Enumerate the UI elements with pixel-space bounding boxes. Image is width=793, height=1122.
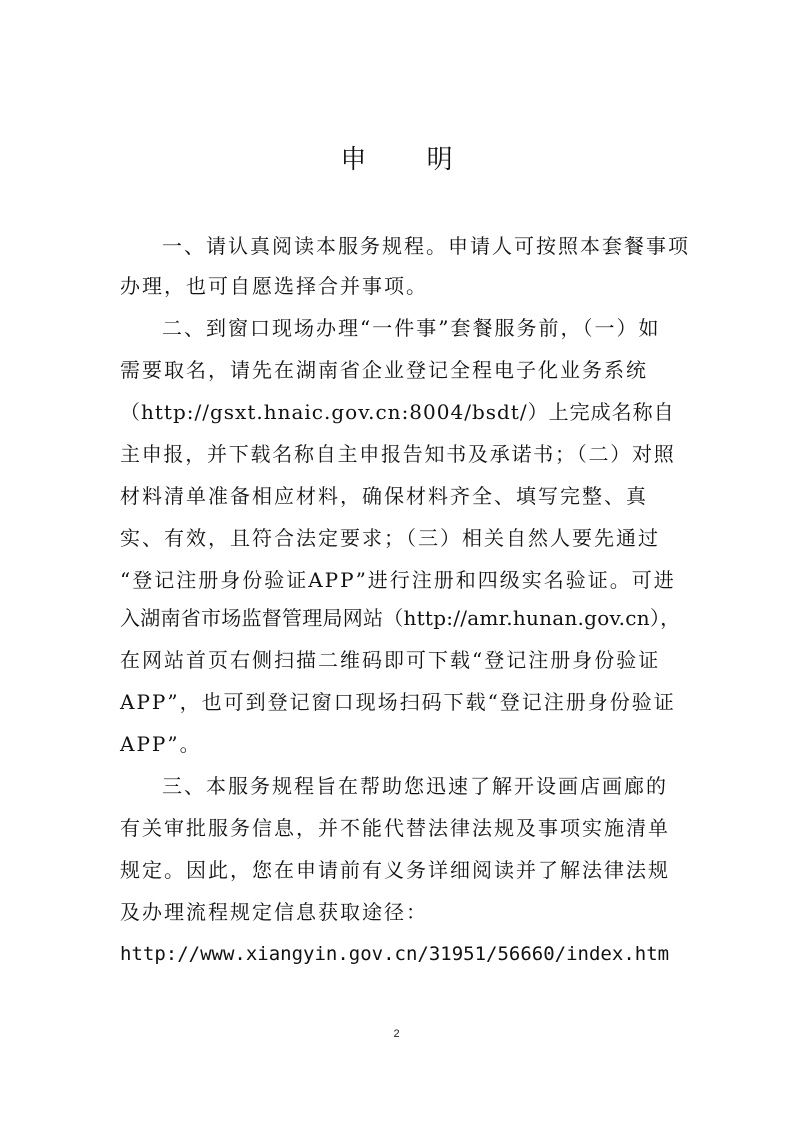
paragraph-3-line-1: 三、本服务规程旨在帮助您迅速了解开设画店画廊的 [162,774,668,798]
paragraph-2-line-2: 需要取名，请先在湖南省企业登记全程电子化业务系统 [120,358,648,382]
paragraph-2-line-6: 实、有效，且符合法定要求；（三）相关自然人要先通过 [120,526,660,550]
paragraph-2-line-1: 二、到窗口现场办理“一件事”套餐服务前，（一）如 [162,316,661,340]
paragraph-1-line-2: 办理，也可自愿选择合并事项。 [120,274,428,298]
page-number: 2 [393,1028,400,1040]
paragraph-2-line-3: （http://gsxt.hnaic.gov.cn:8004/bsdt/）上完成名称自 [120,400,675,424]
paragraph-3-line-3: 规定。因此，您在申请前有义务详细阅读并了解法律法规 [120,858,670,882]
paragraph-3-line-2: 有关审批服务信息，并不能代替法律法规及事项实施清单 [120,816,670,840]
paragraph-2-line-5: 材料清单准备相应材料，确保材料齐全、填写完整、真 [120,484,648,508]
paragraph-3-line-4: 及办理流程规定信息获取途径： [120,900,428,924]
page-title: 申 明 [340,145,479,175]
reference-url: http://www.xiangyin.gov.cn/31951/56660/index.htm [120,943,670,965]
paragraph-2-line-8: 入湖南省市场监督管理局网站（http://amr.hunan.gov.cn）， [120,606,681,630]
paragraph-2-line-10: APP”，也可到登记窗口现场扫码下载“登记注册身份验证 [120,690,676,714]
paragraph-2-line-11: APP”。 [120,732,202,756]
paragraph-2-line-9: 在网站首页右侧扫描二维码即可下载“登记注册身份验证 [120,648,661,672]
paragraph-2-line-4: 主申报，并下载名称自主申报告知书及承诺书；（二）对照 [120,442,676,466]
paragraph-1-line-1: 一、请认真阅读本服务规程。申请人可按照本套餐事项 [162,234,690,258]
paragraph-2-line-7: “登记注册身份验证APP”进行注册和四级实名验证。可进 [120,568,676,592]
